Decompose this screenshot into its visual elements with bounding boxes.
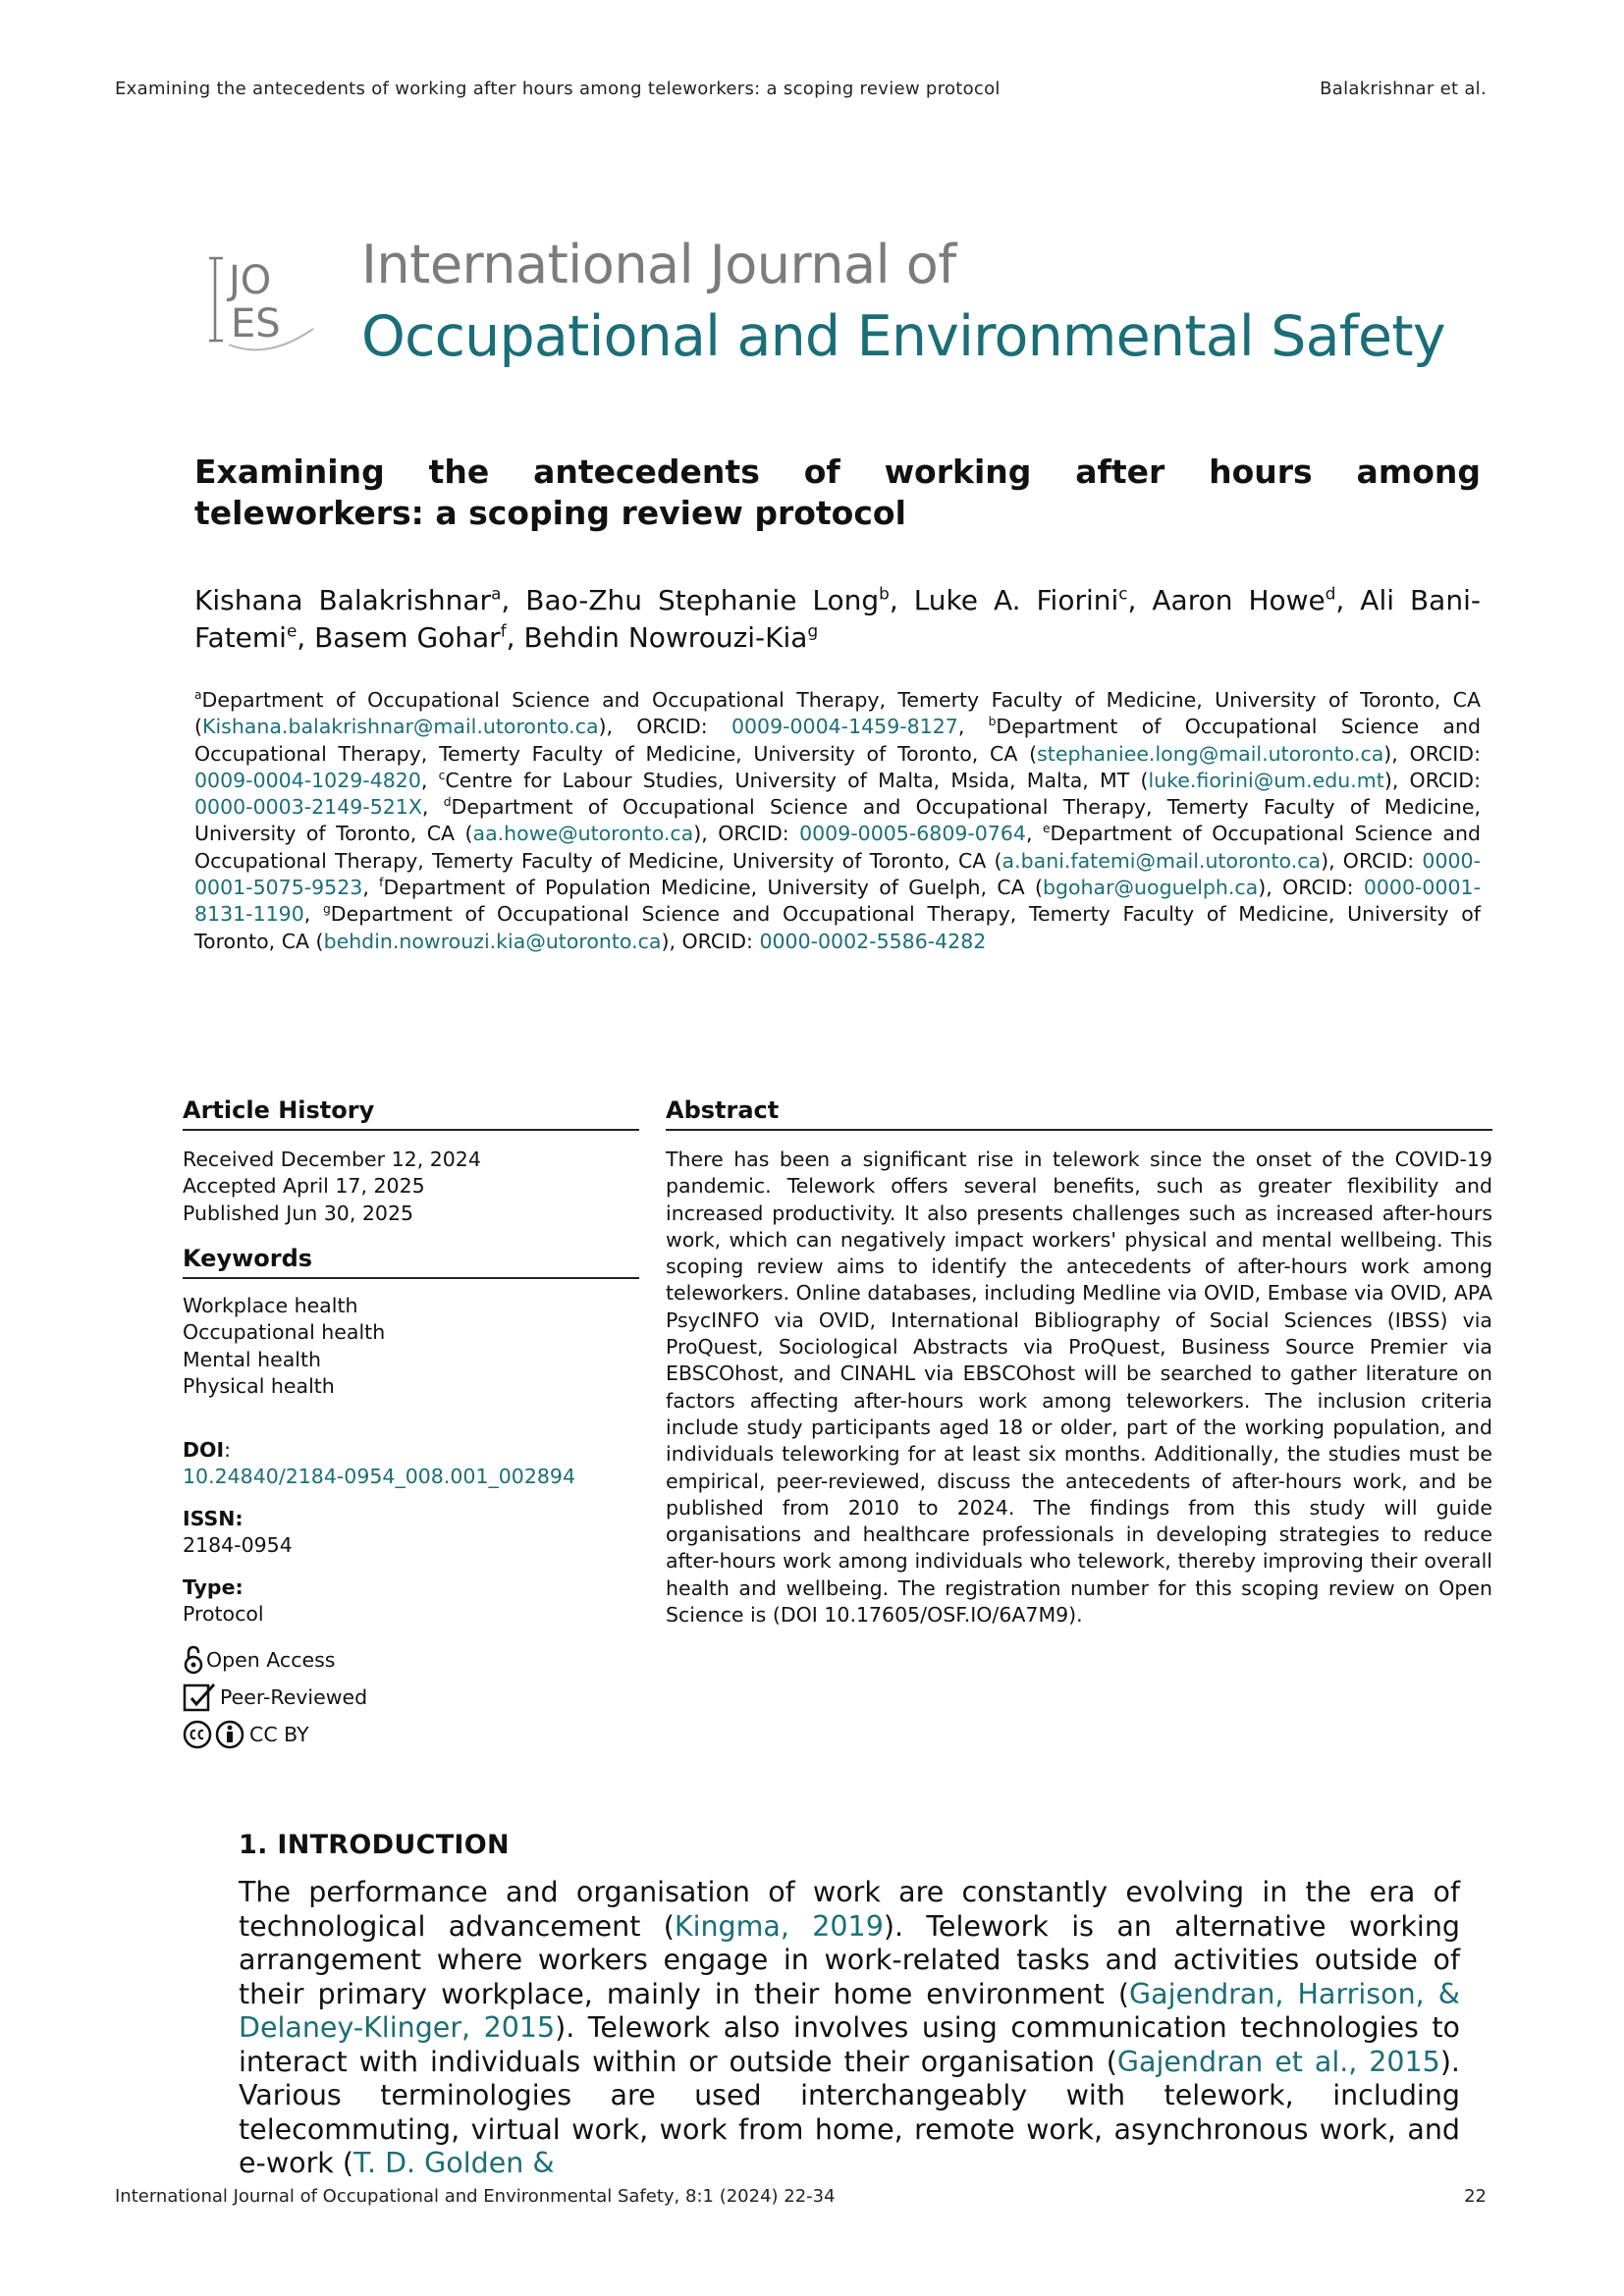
open-access-label: Open Access bbox=[206, 1648, 336, 1672]
keyword-item: Mental health bbox=[183, 1347, 321, 1371]
affiliation-marker: b bbox=[988, 715, 997, 729]
peer-reviewed-label: Peer-Reviewed bbox=[220, 1685, 368, 1709]
author-name: Aaron Howe bbox=[1152, 584, 1326, 616]
author-name: Basem Gohar bbox=[314, 621, 501, 654]
open-access-icon bbox=[183, 1645, 204, 1675]
introduction-heading: 1. INTRODUCTION bbox=[239, 1830, 510, 1860]
affiliation-orcid-link[interactable]: 0009-0004-1029-4820 bbox=[194, 768, 421, 792]
affiliation-orcid-label: ), ORCID: bbox=[598, 715, 731, 739]
affiliation-marker: g bbox=[322, 902, 331, 917]
open-access-badge bbox=[183, 1641, 639, 1679]
affiliation-orcid-label: ), ORCID: bbox=[1258, 876, 1364, 900]
journal-logo bbox=[209, 250, 323, 353]
running-header-title: Examining the antecedents of working after hours among teleworkers: a scoping review protocol bbox=[115, 79, 1001, 99]
affiliation-department: Department of Occupational Science and Occupational Therapy, Temerty Faculty of Medicine, University of Toronto, CA ( bbox=[194, 688, 1481, 739]
citation-link[interactable]: Gajendran, Harrison, & Delaney-Klinger, 2015 bbox=[239, 1977, 1460, 2044]
affiliation-orcid-link[interactable]: 0009-0004-1459-8127 bbox=[731, 715, 958, 739]
affiliation-department: Department of Occupational Science and Occupational Therapy, Temerty Faculty of Medicine, University of Toronto, CA ( bbox=[194, 822, 1481, 873]
keyword-item: Workplace health bbox=[183, 1294, 358, 1317]
affiliation-marker: c bbox=[438, 769, 446, 783]
peer-reviewed-badge bbox=[183, 1679, 639, 1716]
author-name: Behdin Nowrouzi-Kia bbox=[523, 621, 808, 654]
accepted-date: Accepted April 17, 2025 bbox=[183, 1174, 425, 1199]
abstract-heading: Abstract bbox=[666, 1096, 1492, 1131]
affiliation-email-link[interactable]: Kishana.balakrishnar@mail.utoronto.ca bbox=[202, 715, 599, 739]
issn-block bbox=[183, 1506, 639, 1560]
affiliation-email-link[interactable]: stephaniee.long@mail.utoronto.ca bbox=[1037, 741, 1384, 766]
cc-by-label: CC BY bbox=[249, 1723, 309, 1746]
affiliation-marker: a bbox=[194, 688, 202, 703]
author-list: Kishana Balakrishnar$^a$, Bao-Zhu Stephanie Long$^b$, Luke A. Fiorini$^c$, Aaron Howe$^d$, Ali Bani-Fatemi$^e$, Basem Gohar$^f$, Behdin Nowrouzi-Kia$^g$ bbox=[194, 583, 1481, 654]
article-history-heading: Article History bbox=[183, 1096, 639, 1131]
journal-name-line1: International Journal of bbox=[361, 234, 956, 295]
affiliation-marker: f bbox=[379, 876, 384, 890]
logo-text-jo: JO bbox=[229, 258, 272, 303]
keywords-heading: Keywords bbox=[183, 1245, 639, 1279]
introduction-paragraph bbox=[239, 1876, 1460, 2181]
type-value: Protocol bbox=[183, 1602, 264, 1627]
running-header-authors: Balakrishnar et al. bbox=[1320, 79, 1487, 99]
affiliation-email-link[interactable]: a.bani.fatemi@mail.utoronto.ca bbox=[1001, 848, 1322, 873]
author-name: Bao-Zhu Stephanie Long bbox=[525, 584, 880, 616]
affiliation-orcid-link[interactable]: 0000-0003-2149-521X bbox=[194, 795, 422, 820]
affiliation-department: Department of Population Medicine, University of Guelph, CA ( bbox=[383, 876, 1043, 900]
author-name: Luke A. Fiorini bbox=[913, 584, 1119, 616]
author-affiliation-marker: e bbox=[286, 620, 298, 641]
affiliation-orcid-link[interactable]: 0009-0005-6809-0764 bbox=[799, 822, 1026, 846]
affiliation-department: Department of Occupational Science and Occupational Therapy, Temerty Faculty of Medicine, University of Toronto, CA ( bbox=[194, 902, 1481, 953]
logo-text-es: ES bbox=[231, 301, 281, 347]
author-affiliation-marker: g bbox=[807, 620, 819, 641]
badges bbox=[183, 1641, 639, 1753]
author-affiliation-marker: c bbox=[1118, 583, 1128, 604]
page-number: 22 bbox=[1464, 2186, 1487, 2207]
citation-link[interactable]: Kingma, 2019 bbox=[674, 1909, 884, 1943]
affiliation-marker: e bbox=[1042, 822, 1051, 836]
affiliation-orcid-link[interactable]: 0000-0001-5075-9523 bbox=[194, 848, 1481, 900]
affiliation-department: Centre for Labour Studies, University of Malta, Msida, Malta, MT ( bbox=[445, 768, 1149, 792]
footer-citation: International Journal of Occupational and Environmental Safety, 8:1 (2024) 22-34 bbox=[115, 2186, 836, 2207]
affiliation-orcid-label: ), ORCID: bbox=[693, 822, 800, 846]
intro-text: ). Telework is an alternative working arrangement where workers engage in work-related tasks and activities outside of their primary workplace, mainly in their home environment ( bbox=[239, 1909, 1460, 2010]
author-name: Ali Bani-Fatemi bbox=[194, 584, 1481, 654]
keyword-item: Physical health bbox=[183, 1373, 335, 1398]
affiliations: $^a$Department of Occupational Science and Occupational Therapy, Temerty Faculty of Medicine, University of Toronto, CA (Kishana.balakrishnar@mail.utoronto.ca), ORCID: 0009-0004-1459-8127, $^b$Department of Occupational Science and Occupational Therapy, Temerty Faculty of Medicine, University of Toronto, CA (stephaniee.long@mail.utoronto.ca), ORCID: 0009-0004-1029-4820, $^c$Centre for Labour Studies, University of Malta, Msida, Malta, MT (luke.fiorini@um.edu.mt), ORCID: 0000-0003-2149-521X, $^d$Department of Occupational Science and Occupational Therapy, Temerty Faculty of Medicine, University of Toronto, CA (aa.howe@utoronto.ca), ORCID: 0009-0005-6809-0764, $^e$Department of Occupational Science and Occupational Therapy, Temerty Faculty of Medicine, University of Toronto, CA (a.bani.fatemi@mail.utoronto.ca), ORCID: 0000-0001-5075-9523, $^f$Department of Population Medicine, University of Guelph, CA (bgohar@uoguelph.ca), ORCID: 0000-0001-8131-1190, $^g$Department of Occupational Science and Occupational Therapy, Temerty Faculty of Medicine, University of Toronto, CA (behdin.nowrouzi.kia@utoronto.ca), ORCID: 0000-0002-5586-4282 bbox=[194, 688, 1481, 953]
doi-colon: : bbox=[224, 1438, 231, 1462]
affiliation-email-link[interactable]: luke.fiorini@um.edu.mt bbox=[1148, 768, 1384, 792]
cc-by-badge bbox=[183, 1716, 639, 1753]
intro-text: ). Various terminologies are used interchangeably with telework, including telecommuting, virtual work, work from home, remote work, asynchronous work, and e-work ( bbox=[239, 2045, 1460, 2179]
intro-text: ). Telework also involves using communication technologies to interact with individuals within or outside their organisation ( bbox=[239, 2011, 1460, 2078]
intro-text: The performance and organisation of work are constantly evolving in the era of technological advancement ( bbox=[239, 1876, 1460, 1943]
affiliation-orcid-label: ), ORCID: bbox=[1383, 741, 1481, 766]
affiliation-email-link[interactable]: bgohar@uoguelph.ca bbox=[1042, 876, 1259, 900]
doi-link[interactable]: 10.24840/2184-0954_008.001_002894 bbox=[183, 1465, 575, 1489]
article-title: Examining the antecedents of working after hours among teleworkers: a scoping review protocol bbox=[194, 453, 1481, 532]
issn-value: 2184-0954 bbox=[183, 1533, 293, 1558]
type-label: Type: bbox=[183, 1575, 244, 1599]
peer-reviewed-icon bbox=[183, 1682, 218, 1713]
received-date: Received December 12, 2024 bbox=[183, 1148, 481, 1171]
article-history-section bbox=[183, 1096, 639, 1227]
author-affiliation-marker: d bbox=[1325, 583, 1336, 604]
keywords-section bbox=[183, 1245, 639, 1400]
affiliation-orcid-link[interactable]: 0000-0001-8131-1190 bbox=[194, 876, 1481, 927]
author-affiliation-marker: a bbox=[491, 583, 502, 604]
citation-link[interactable]: T. D. Golden & bbox=[352, 2147, 555, 2179]
affiliation-email-link[interactable]: aa.howe@utoronto.ca bbox=[472, 822, 694, 846]
abstract-text: There has been a significant rise in telework since the onset of the COVID-19 pandemic. Telework offers several benefits, such as greater flexibility and increased productivity. It also presents challenges such as increased after-hours work, which can negatively impact workers' physical and mental wellbeing. This scoping review aims to identify the antecedents of after-hours work among teleworkers. Online databases, including Medline via OVID, Embase via OVID, APA PsycINFO via OVID, International Bibliography of Social Sciences (IBSS) via ProQuest, Sociological Abstracts via ProQuest, Business Source Premier via EBSCOhost, and CINAHL via EBSCOhost will be searched to gather literature on factors affecting after-hours work among teleworkers. The inclusion criteria include study participants aged 18 or older, part of the working population, and individuals teleworking for at least six months. Additionally, the studies must be empirical, peer-reviewed, discuss the antecedents of after-hours work, and be published from 2010 to 2024. The findings from this study will guide organisations and healthcare professionals in developing strategies to reduce after-hours work among individuals who telework, thereby improving their overall health and wellbeing. The registration number for this scoping review on Open Science is (DOI 10.17605/OSF.IO/6A7M9). bbox=[666, 1148, 1492, 1628]
affiliation-department: Department of Occupational Science and Occupational Therapy, Temerty Faculty of Medicine, University of Toronto, CA ( bbox=[194, 715, 1481, 766]
author-name: Kishana Balakrishnar bbox=[194, 584, 492, 616]
author-affiliation-marker: b bbox=[879, 583, 890, 604]
journal-name-line2: Occupational and Environmental Safety bbox=[361, 304, 1445, 369]
affiliation-orcid-label: ), ORCID: bbox=[661, 929, 760, 953]
affiliation-orcid-label: ), ORCID: bbox=[1321, 848, 1423, 873]
affiliation-marker: d bbox=[443, 795, 452, 810]
citation-link[interactable]: Gajendran et al., 2015 bbox=[1116, 2045, 1440, 2078]
affiliation-department: Department of Occupational Science and Occupational Therapy, Temerty Faculty of Medicine, University of Toronto, CA ( bbox=[194, 795, 1481, 846]
affiliation-orcid-link[interactable]: 0000-0002-5586-4282 bbox=[759, 929, 987, 953]
author-affiliation-marker: f bbox=[500, 620, 507, 641]
keyword-item: Occupational health bbox=[183, 1320, 386, 1345]
type-block bbox=[183, 1575, 639, 1629]
cc-by-icon bbox=[183, 1719, 247, 1750]
abstract-section bbox=[666, 1096, 1492, 1629]
affiliation-orcid-label: ), ORCID: bbox=[1383, 768, 1481, 792]
published-date: Published Jun 30, 2025 bbox=[183, 1201, 414, 1225]
doi-block bbox=[183, 1437, 639, 1491]
affiliation-email-link[interactable]: behdin.nowrouzi.kia@utoronto.ca bbox=[323, 929, 662, 953]
doi-label: DOI bbox=[183, 1438, 225, 1462]
issn-label: ISSN: bbox=[183, 1507, 244, 1530]
